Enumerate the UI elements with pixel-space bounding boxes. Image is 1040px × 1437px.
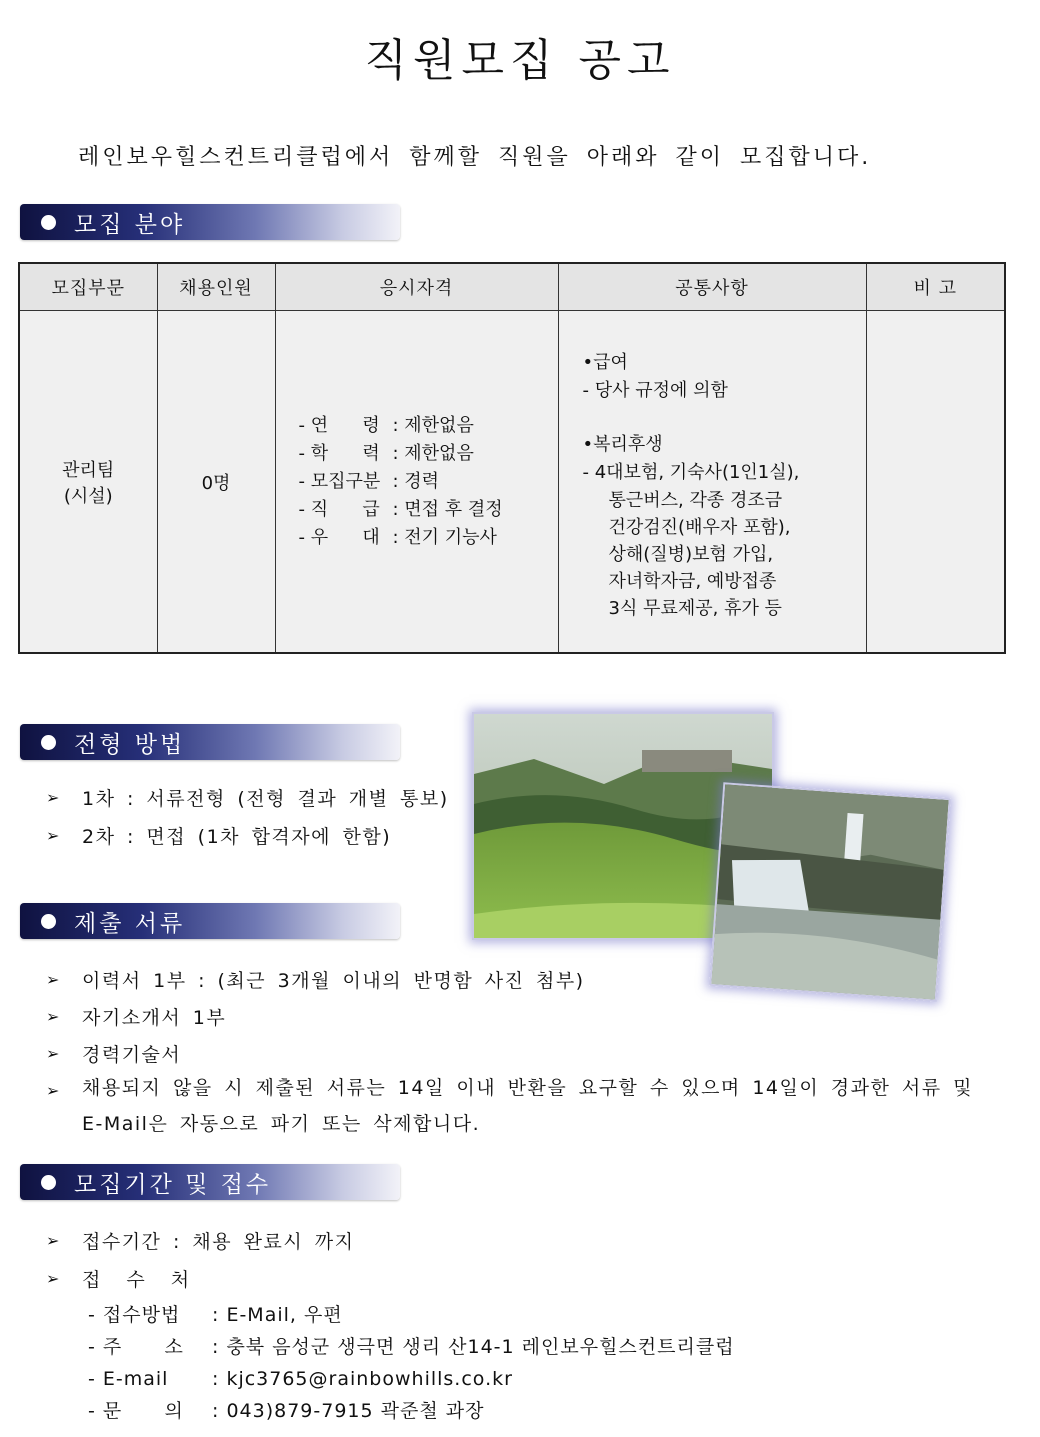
qual-label: - 연 령: [298, 414, 380, 436]
arrow-bullet-icon: ➢: [46, 826, 61, 845]
column-header: 채용인원: [157, 263, 275, 311]
bullet-dot-icon: [41, 215, 56, 230]
qual-value: : 면접 후 결정: [392, 498, 503, 520]
welfare-detail: - 4대보험, 기숙사(1인1실),: [582, 462, 800, 483]
list-item: ➢ 경력기술서: [46, 1040, 986, 1077]
section-header-docs: [20, 903, 400, 939]
qualifications-list: [277, 412, 557, 552]
list-item: ➢ 접수기간 : 채용 완료시 까지: [46, 1227, 746, 1265]
arrow-bullet-icon: ➢: [46, 1044, 61, 1063]
column-header: 비 고: [866, 263, 1005, 311]
table-header-row: [19, 263, 1005, 311]
list-item: ➢ 접 수 처: [46, 1265, 746, 1303]
salary-heading: •급여: [582, 352, 628, 373]
qual-label: - 학 력: [298, 442, 380, 464]
list-item: ➢ 이력서 1부 : (최근 3개월 이내의 반명함 사진 첨부): [46, 966, 986, 1003]
qual-value: : 경력: [392, 470, 440, 492]
qualifications-cell: [275, 311, 558, 654]
section-title: 모집 분야: [74, 211, 186, 238]
list-item: [299, 524, 557, 552]
qual-value: : 제한없음: [392, 414, 474, 436]
list-item: ➢ 채용되지 않을 시 제출된 서류는 14일 이내 반환을 요구할 수 있으며 14일이 경과한 서류 및 E-Mail은 자동으로 파기 또는 삭제합니다.: [46, 1077, 973, 1135]
section-header-method: [20, 724, 400, 760]
bullet-dot-icon: [41, 735, 56, 750]
welfare-detail: 통근버스, 각종 경조금: [608, 490, 783, 511]
arrow-bullet-icon: ➢: [46, 1081, 61, 1100]
list-item: - 접수방법 : E-Mail, 우편: [88, 1304, 343, 1326]
contact-list: [88, 1299, 735, 1427]
welfare-detail: 3식 무료제공, 휴가 등: [608, 598, 782, 619]
section-header-period: [20, 1164, 400, 1200]
qual-value: : 전기 기능사: [392, 526, 497, 548]
list-item: ➢ 자기소개서 1부: [46, 1003, 986, 1040]
qual-label: - 직 급: [298, 498, 380, 520]
arrow-bullet-icon: ➢: [46, 1231, 61, 1250]
bullet-dot-icon: [41, 1175, 56, 1190]
list-item: [299, 440, 557, 468]
method-list: [46, 784, 466, 860]
arrow-bullet-icon: ➢: [46, 970, 61, 989]
arrow-bullet-icon: ➢: [46, 788, 61, 807]
headcount-cell: 0명: [157, 311, 275, 654]
list-item: - 주 소 : 충북 음성군 생극면 생리 산14-1 레인보우힐스컨트리클럽: [88, 1336, 735, 1358]
list-item: ➢ 2차 : 면접 (1차 합격자에 한함): [46, 822, 466, 860]
list-item: [299, 496, 557, 524]
section-title: 제출 서류: [74, 910, 186, 937]
recruit-table: [18, 262, 1006, 654]
table-row: [19, 311, 1005, 654]
period-list: [46, 1227, 746, 1303]
welfare-detail: 자녀학자금, 예방접종: [608, 571, 777, 592]
column-header: 응시자격: [275, 263, 558, 311]
list-item: ➢ 1차 : 서류전형 (전형 결과 개별 통보): [46, 784, 466, 822]
common-cell: [558, 311, 866, 654]
dept-name: 관리팀: [62, 459, 115, 481]
welfare-detail: 상해(질병)보험 가입,: [608, 544, 774, 565]
column-header: 모집부문: [19, 263, 157, 311]
docs-list: [46, 966, 986, 1142]
arrow-bullet-icon: ➢: [46, 1007, 61, 1026]
welfare-heading: •복리후생: [582, 434, 663, 455]
list-item: [299, 412, 557, 440]
section-title: 전형 방법: [74, 731, 186, 758]
qual-label: - 모집구분: [298, 470, 381, 492]
list-item: [299, 468, 557, 496]
note-cell: [866, 311, 1005, 654]
intro-text: 레인보우힐스컨트리클럽에서 함께할 직원을 아래와 같이 모집합니다.: [78, 145, 872, 170]
dept-sub: (시설): [63, 485, 113, 507]
welfare-detail: 건강검진(배우자 포함),: [608, 517, 791, 538]
bullet-dot-icon: [41, 914, 56, 929]
section-title: 모집기간 및 접수: [74, 1171, 272, 1198]
list-item: - E-mail : kjc3765@rainbowhills.co.kr: [88, 1368, 513, 1390]
qual-label: - 우 대: [298, 526, 380, 548]
arrow-bullet-icon: ➢: [46, 1269, 61, 1288]
column-header: 공통사항: [558, 263, 866, 311]
page-title: 직원모집 공고: [364, 35, 676, 86]
qual-value: : 제한없음: [392, 442, 474, 464]
list-item: - 문 의 : 043)879-7915 곽준철 과장: [88, 1400, 485, 1422]
section-header-field: [20, 204, 400, 240]
dept-cell: [19, 311, 157, 654]
salary-detail: - 당사 규정에 의함: [582, 380, 728, 401]
